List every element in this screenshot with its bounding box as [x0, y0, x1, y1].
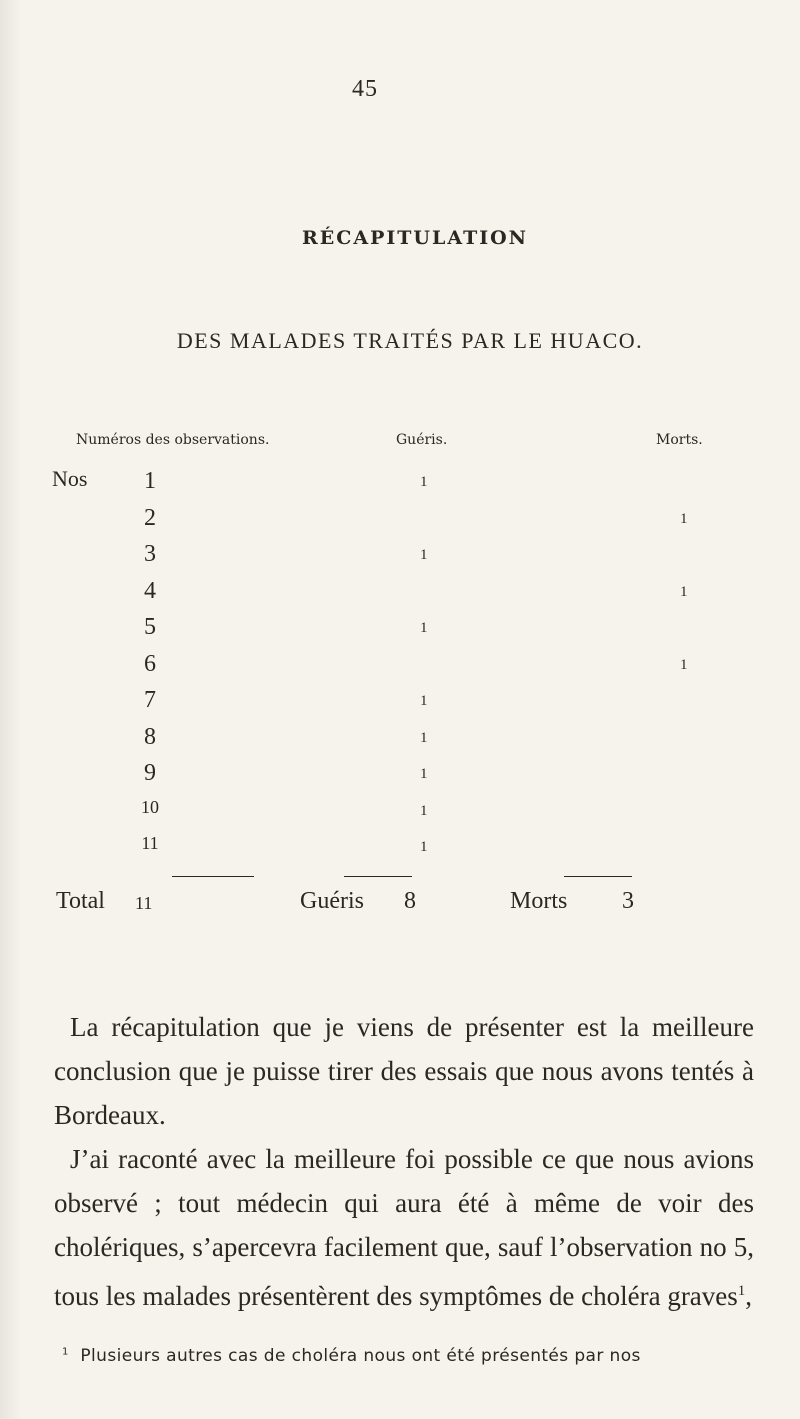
total-gueris-value: 8: [404, 888, 416, 914]
page-number: 45: [352, 76, 378, 102]
morts-mark: 1: [680, 656, 688, 673]
total-rule-right: [564, 876, 632, 877]
footnote-reference: 1: [737, 1283, 746, 1299]
gueris-mark: 1: [420, 547, 428, 563]
paragraph-text: J’ai raconté avec la meilleure foi possible ce que nous avions observé ; tout médecin qui aura été à même de voir des cholériques, s’apercevra facilement que, sauf l’observation no 5, tous les malades présentèrent des symptômes de choléra graves: [54, 1144, 754, 1311]
total-gueris-label: Guéris: [300, 888, 364, 914]
gueris-mark: 1: [420, 839, 428, 855]
observation-number: 6: [144, 650, 156, 677]
observation-number: 4: [144, 577, 156, 604]
observation-number: 11: [141, 833, 159, 853]
morts-mark: 1: [680, 510, 688, 527]
nos-prefix: Nos: [52, 466, 88, 491]
observation-number: 2: [144, 504, 156, 531]
body-text: [54, 1005, 754, 1318]
footnote-marker: 1: [62, 1346, 69, 1358]
observation-number: 9: [144, 760, 156, 786]
observation-number: 3: [144, 541, 156, 567]
paragraph: [54, 1137, 754, 1318]
total-morts-label: Morts: [510, 888, 568, 914]
observation-number: 8: [144, 723, 156, 750]
page-title: RÉCAPITULATION: [301, 227, 529, 249]
observation-number: 5: [144, 614, 156, 640]
total-label: Total: [56, 888, 105, 914]
gueris-mark: 1: [420, 802, 428, 819]
observation-number: 7: [144, 687, 156, 713]
paragraph-end: ,: [745, 1281, 753, 1311]
footnote-text: Plusieurs autres cas de choléra nous ont été présentés par nos: [80, 1346, 641, 1366]
observation-number: 10: [141, 796, 159, 817]
paragraph: La récapitulation que je viens de présenter est la meilleure conclusion que je puisse tirer des essais que nous avons tentés à Bordeaux.: [54, 1012, 754, 1130]
column-header-gueris: Guéris.: [396, 432, 448, 448]
gueris-mark: 1: [420, 693, 428, 709]
column-header-morts: Morts.: [656, 432, 703, 448]
gueris-mark: 1: [420, 766, 428, 782]
total-value: 11: [135, 893, 153, 913]
footnote: [62, 1346, 762, 1366]
gueris-mark: 1: [420, 729, 428, 746]
total-morts-value: 3: [622, 888, 634, 914]
gueris-mark: 1: [420, 620, 428, 636]
total-rule-left: [172, 876, 254, 877]
column-header-numeros: Numéros des observations.: [76, 432, 270, 448]
page-subtitle: DES MALADES TRAITÉS PAR LE HUACO.: [176, 328, 644, 353]
morts-mark: 1: [680, 583, 688, 600]
observation-number: 1: [144, 468, 156, 494]
gueris-mark: 1: [420, 474, 428, 490]
total-rule-middle: [344, 876, 412, 877]
